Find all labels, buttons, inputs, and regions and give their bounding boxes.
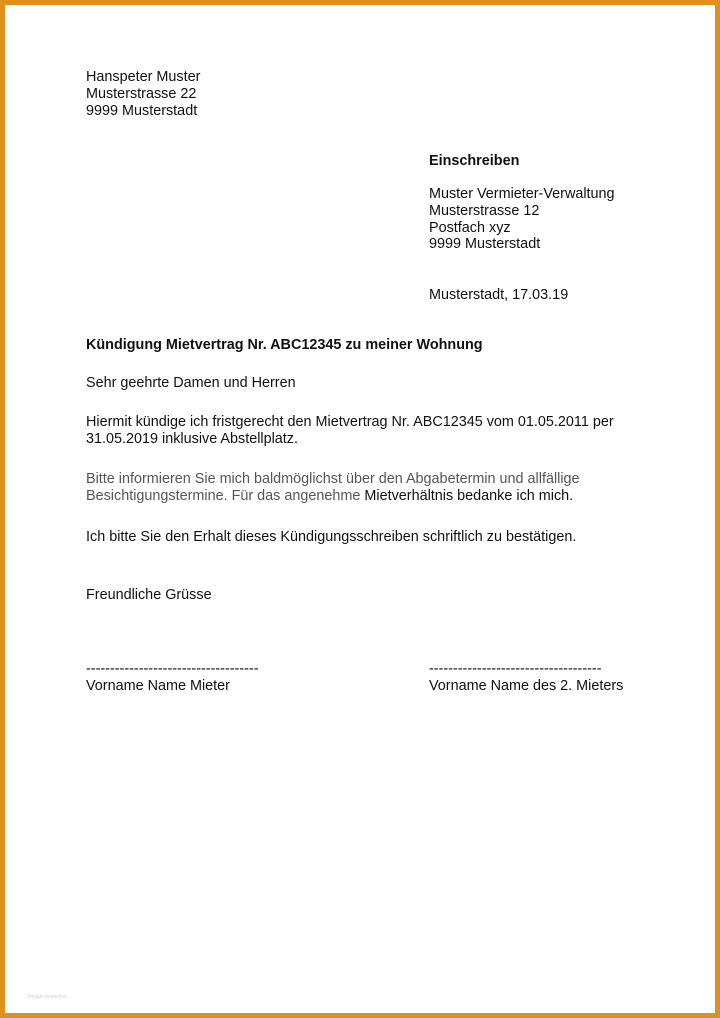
paragraph-handover xyxy=(86,471,580,505)
paragraph-termination-line2: 31.05.2019 inklusive Abstellplatz. xyxy=(86,430,299,447)
signature-line-1: ------------------------------------ xyxy=(86,661,259,677)
place-date: Musterstadt, 17.03.19 xyxy=(429,287,569,303)
signature-line-2: ------------------------------------ xyxy=(429,661,602,677)
sender-name: Hanspeter Muster xyxy=(86,69,201,85)
closing: Freundliche Grüsse xyxy=(86,587,212,603)
recipient-postbox: Postfach xyz xyxy=(429,219,511,236)
signature-name-2: Vorname Name des 2. Mieters xyxy=(429,677,624,694)
delivery-method: Einschreiben xyxy=(429,153,520,169)
recipient-city: 9999 Musterstadt xyxy=(429,236,541,253)
salutation: Sehr geehrte Damen und Herren xyxy=(86,375,296,391)
sender-street: Musterstrasse 22 xyxy=(86,85,197,102)
signature-tenant-2 xyxy=(429,661,623,695)
signature-tenant-1 xyxy=(86,661,259,695)
recipient-name: Muster Vermieter-Verwaltung xyxy=(429,186,615,202)
paragraph-confirmation: Ich bitte Sie den Erhalt dieses Kündigungsschreiben schriftlich zu bestätigen. xyxy=(86,529,577,545)
recipient-street: Musterstrasse 12 xyxy=(429,202,540,219)
sender-address xyxy=(86,69,200,119)
paragraph-handover-line1: Bitte informieren Sie mich baldmöglichst über den Abgabetermin und allfällige xyxy=(86,471,580,487)
sender-city: 9999 Musterstadt xyxy=(86,102,198,119)
paragraph-handover-line2 xyxy=(86,488,580,505)
footer-watermark: Vorlage kostenlos xyxy=(27,994,67,1000)
signature-name-1: Vorname Name Mieter xyxy=(86,677,230,694)
letter-subject: Kündigung Mietvertrag Nr. ABC12345 zu meiner Wohnung xyxy=(86,337,483,353)
paragraph-handover-line2a: Besichtigungstermine. Für das angenehme xyxy=(86,487,365,504)
paragraph-termination xyxy=(86,414,614,448)
recipient-address xyxy=(429,186,615,253)
paragraph-termination-line1: Hiermit kündige ich fristgerecht den Mietvertrag Nr. ABC12345 vom 01.05.2011 per xyxy=(86,414,614,430)
paragraph-handover-line2b: Mietverhältnis bedanke ich mich. xyxy=(364,487,574,504)
